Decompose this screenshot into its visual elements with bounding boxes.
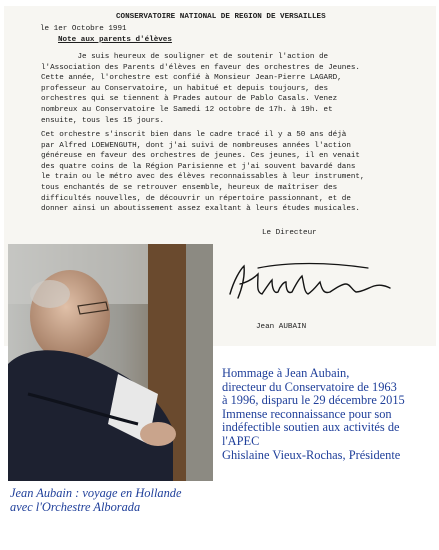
signature-icon bbox=[218, 254, 403, 306]
director-label: Le Directeur bbox=[262, 229, 317, 237]
letter-date: le 1er Octobre 1991 bbox=[40, 25, 127, 33]
director-name: Jean AUBAIN bbox=[256, 323, 307, 331]
letter-subject: Note aux parents d'élèves bbox=[58, 36, 172, 44]
letter-header: CONSERVATOIRE NATIONAL DE REGION DE VERSAILLES bbox=[116, 13, 326, 21]
letter-paragraph-1: Je suis heureux de souligner et de soutenir l'action de l'Association des Parents d'élèves en faveur des orchestres de Jeunes. Cette année, l'orchestre est confié à Monsieur Jean-Pierre LAGARD, professeur au Conservatoire, un habitué et depuis toujours, des orchestres qui se tiennent à Prades autour de Pablo Casals. Venez nombreux au Conservatoire le Samedi 12 octobre de 17h. à 19h. et ensuite, tous les 15 jours. bbox=[41, 53, 360, 125]
tribute-text: Hommage à Jean Aubain, directeur du Conservatoire de 1963 à 1996, disparu le 29 décembre 2015 Immense reconnaissance pour son indéfectible soutien aux activités de l'APEC Ghislaine Vieux-Rochas, Présidente bbox=[222, 366, 405, 462]
letter-paragraph-2: Cet orchestre s'inscrit bien dans le cadre tracé il y a 50 ans déjà par Alfred LOEWENGUTH, dont j'ai suivi de nombreuses années l'action généreuse en faveur des orchestres de jeunes. Ces jeunes, il en venait des quatre coins de la Région Parisienne et j'ai souvent bavardé dans le train ou le métro avec des élèves reconnaissables à leur instrument, tous enchantés de se retrouver ensemble, heureux de maîtriser des difficultés nouvelles, de découvrir un répertoire passionnant, et de donner ainsi un aboutissement assez exaltant à leurs études musicales. bbox=[41, 131, 365, 214]
photo-caption: Jean Aubain : voyage en Hollande avec l'Orchestre Alborada bbox=[10, 486, 182, 514]
portrait-photo bbox=[8, 244, 213, 481]
